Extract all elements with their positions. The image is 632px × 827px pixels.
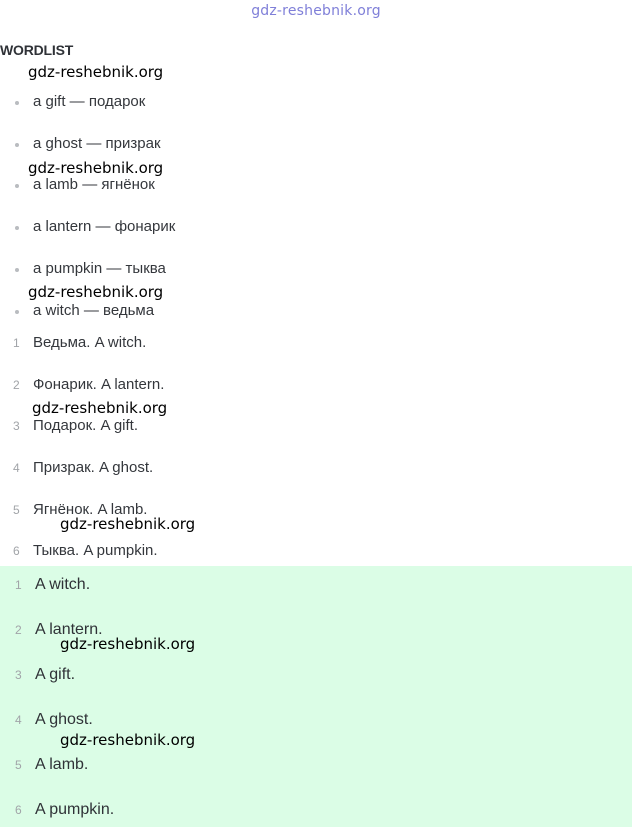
answer-text: A lantern. [35,621,103,638]
translation-text: Ведьма. A witch. [33,334,147,351]
item-number: 4 [15,713,22,727]
top-watermark: gdz-reshebnik.org [251,3,381,19]
bullet-icon [15,184,19,188]
item-number: 6 [13,544,20,558]
translation-text: Фонарик. A lantern. [33,376,165,393]
item-number: 5 [13,503,20,517]
bullet-icon [15,310,19,314]
item-number: 4 [13,461,20,475]
watermark: gdz-reshebnik.org [28,283,164,301]
answer-text: A lamb. [35,756,89,773]
bullet-icon [15,143,19,147]
wordlist-item-text: a witch — ведьма [33,302,155,319]
answer-text: A ghost. [35,711,93,728]
translation-text: Подарок. A gift. [33,417,138,434]
item-number: 2 [13,378,20,392]
item-number: 6 [15,803,22,817]
wordlist-heading: WORDLIST [0,42,74,58]
watermark: gdz-reshebnik.org [60,635,196,653]
translation-text: Призрак. A ghost. [33,459,154,476]
bullet-icon [15,226,19,230]
wordlist-item-text: a lamb — ягнёнок [33,176,155,193]
item-number: 1 [13,336,20,350]
answer-text: A gift. [35,666,76,683]
translation-text: Тыква. A pumpkin. [33,542,158,559]
item-number: 1 [15,578,22,592]
bullet-icon [15,268,19,272]
answer-text: A pumpkin. [35,801,115,818]
watermark: gdz-reshebnik.org [32,399,168,417]
item-number: 3 [13,419,20,433]
watermark: gdz-reshebnik.org [28,159,164,177]
wordlist-item-text: a ghost — призрак [33,135,161,152]
wordlist-item-text: a gift — подарок [33,93,146,110]
answer-text: A witch. [35,576,91,593]
watermark: gdz-reshebnik.org [28,63,164,81]
watermark: gdz-reshebnik.org [60,731,196,749]
watermark: gdz-reshebnik.org [60,515,196,533]
translation-text: Ягнёнок. A lamb. [33,501,148,518]
item-number: 3 [15,668,22,682]
bullet-icon [15,101,19,105]
wordlist-item-text: a lantern — фонарик [33,218,176,235]
answer-box [0,566,632,827]
item-number: 2 [15,623,22,637]
item-number: 5 [15,758,22,772]
wordlist-item-text: a pumpkin — тыква [33,260,166,277]
